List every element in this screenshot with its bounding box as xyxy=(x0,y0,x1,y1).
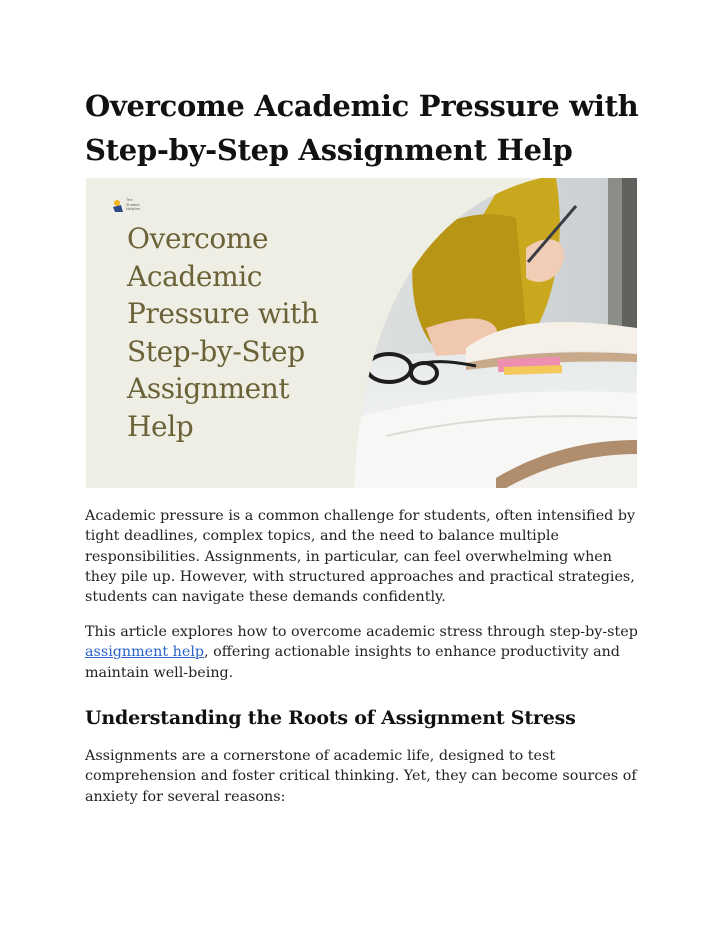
section-heading: Understanding the Roots of Assignment Stress xyxy=(85,707,576,729)
paragraph-text-after: , offering actionable insights to enhance productivity and maintain well-being. xyxy=(85,644,620,681)
paragraph-text-before: This article explores how to overcome academic stress through step-by-step xyxy=(85,624,638,640)
section-paragraph: Assignments are a cornerstone of academic life, designed to test comprehension and foster critical thinking. Yet, they can become sources of anxiety for several reasons: xyxy=(85,748,637,805)
hero-image xyxy=(86,178,637,488)
logo-text: The Student Helpline xyxy=(126,198,141,212)
hero-heading: Overcome Academic Pressure with Step-by-Step Assignment Help xyxy=(127,222,319,443)
brand-logo xyxy=(112,197,172,215)
intro-paragraph: Academic pressure is a common challenge for students, often intensified by tight deadlines, complex topics, and the need to balance multiple responsibilities. Assignments, in particular, can feel overwhelming when they pile up. However, with structured approaches and practical strategies, students can navigate these demands confidently. xyxy=(85,508,636,606)
logo-mark-icon xyxy=(112,199,124,213)
article-paragraph xyxy=(85,622,640,683)
page-title: Overcome Academic Pressure with Step-by-Step Assignment Help xyxy=(85,89,639,167)
assignment-help-link[interactable]: assignment help xyxy=(85,644,205,661)
